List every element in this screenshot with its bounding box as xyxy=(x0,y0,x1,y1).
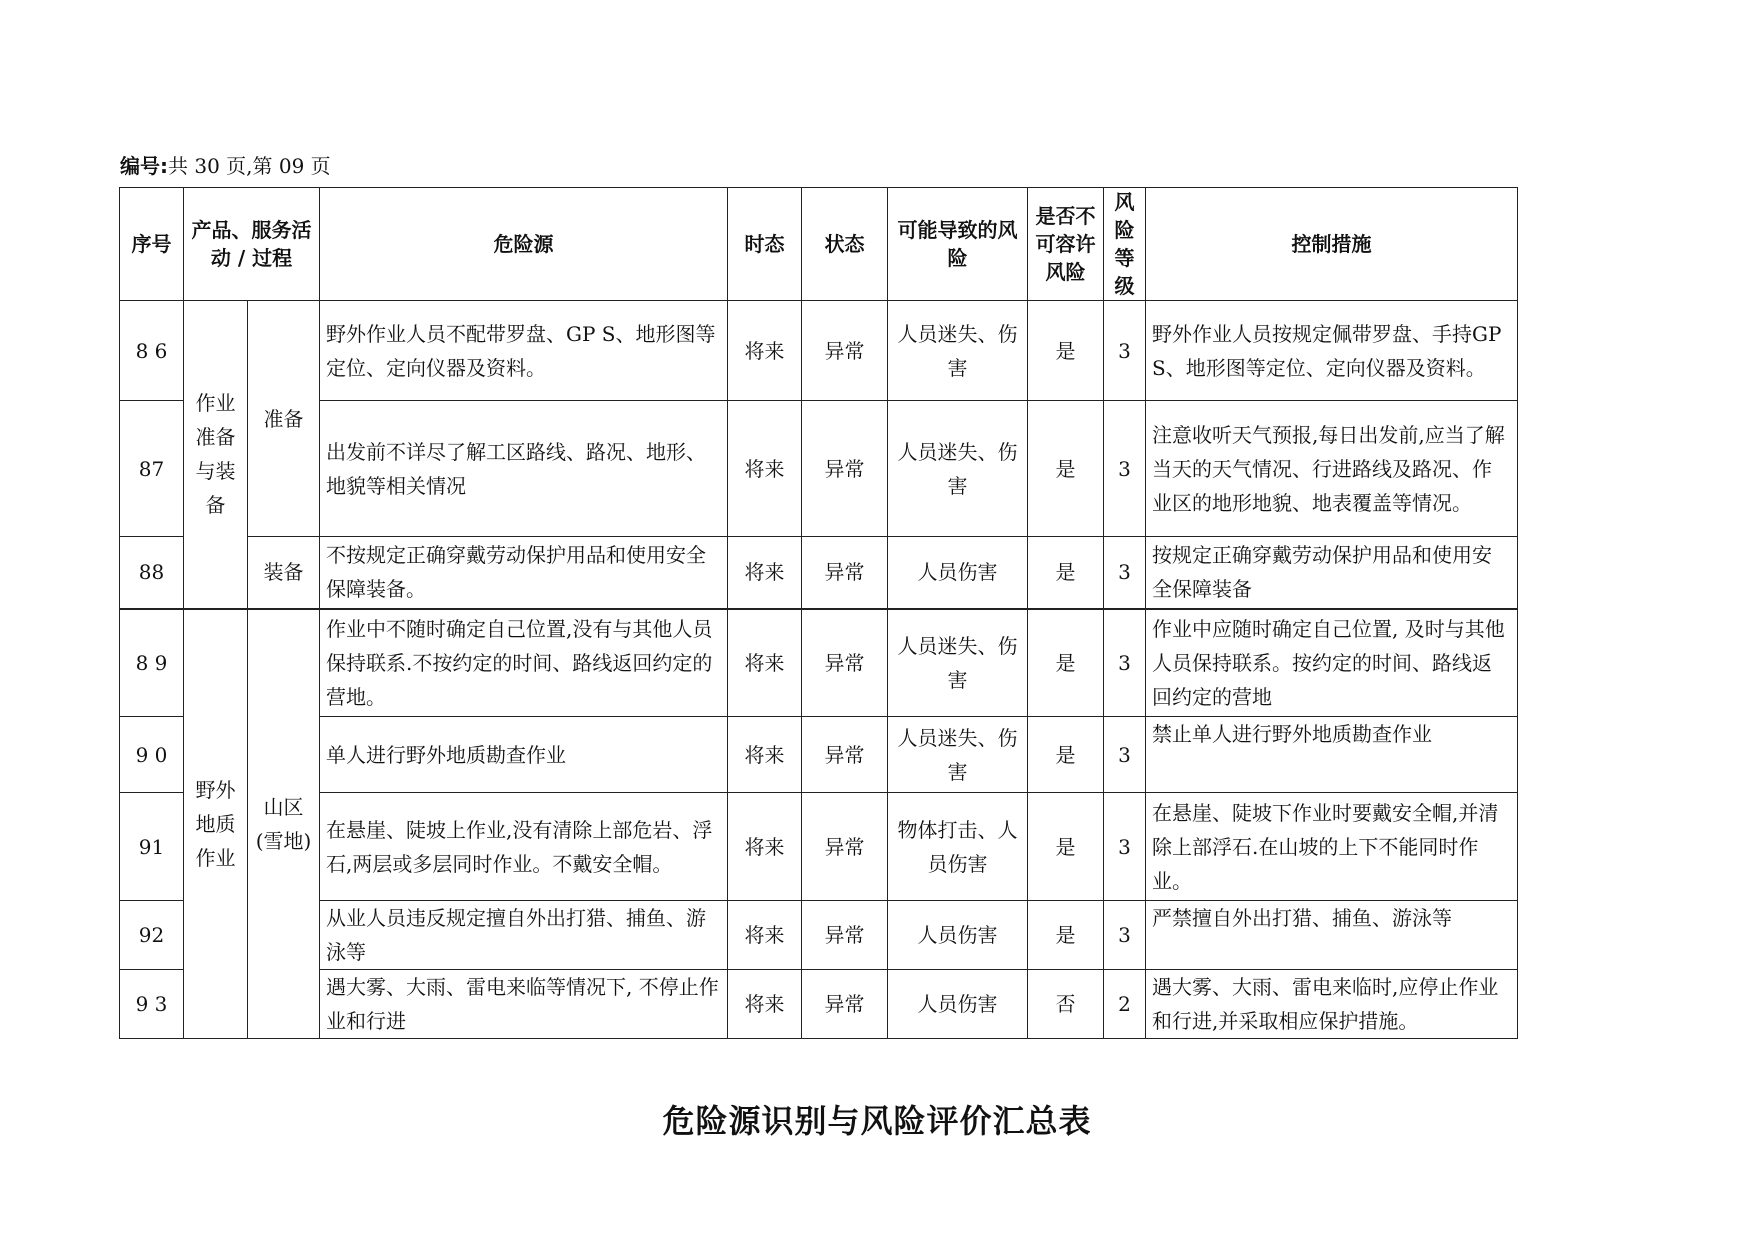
row-intolerable: 是 xyxy=(1028,401,1104,537)
header-state: 状态 xyxy=(802,188,888,301)
row-hazard: 从业人员违反规定擅自外出打猎、捕鱼、游泳等 xyxy=(320,901,728,970)
row-control: 遇大雾、大雨、雷电来临时,应停止作业和行进,并采取相应保护措施。 xyxy=(1146,970,1518,1039)
row-state: 异常 xyxy=(802,970,888,1039)
table-row xyxy=(120,901,1518,970)
row-hazard: 单人进行野外地质勘查作业 xyxy=(320,717,728,793)
row-risk: 人员伤害 xyxy=(888,901,1028,970)
document-title: 危险源识别与风险评价汇总表 xyxy=(662,1102,1092,1140)
header-level: 风险等级 xyxy=(1104,188,1146,301)
row-seq: 9 0 xyxy=(120,717,184,793)
header-seq: 序号 xyxy=(120,188,184,301)
row-state: 异常 xyxy=(802,793,888,901)
row-seq: 92 xyxy=(120,901,184,970)
row-seq: 8 6 xyxy=(120,301,184,401)
row-risk: 人员迷失、伤害 xyxy=(888,717,1028,793)
row-state: 异常 xyxy=(802,401,888,537)
row-level: 3 xyxy=(1104,793,1146,901)
row-state: 异常 xyxy=(802,901,888,970)
row-hazard: 作业中不随时确定自己位置,没有与其他人员保持联系.不按约定的时间、路线返回约定的营地。 xyxy=(320,609,728,717)
row-time: 将来 xyxy=(728,301,802,401)
row-intolerable: 是 xyxy=(1028,717,1104,793)
row-time: 将来 xyxy=(728,793,802,901)
row-time: 将来 xyxy=(728,537,802,609)
table-row xyxy=(120,301,1518,401)
row-intolerable: 是 xyxy=(1028,537,1104,609)
table-row xyxy=(120,970,1518,1039)
row-control: 作业中应随时确定自己位置, 及时与其他人员保持联系。按约定的时间、路线返回约定的营地 xyxy=(1146,609,1518,717)
row-control: 注意收听天气预报,每日出发前,应当了解当天的天气情况、行进路线及路况、作业区的地形地貌、地表覆盖等情况。 xyxy=(1146,401,1518,537)
row-intolerable: 否 xyxy=(1028,970,1104,1039)
row-intolerable: 是 xyxy=(1028,901,1104,970)
row-hazard: 出发前不详尽了解工区路线、路况、地形、地貌等相关情况 xyxy=(320,401,728,537)
row-risk: 物体打击、人员伤害 xyxy=(888,793,1028,901)
row-seq: 91 xyxy=(120,793,184,901)
row-level: 3 xyxy=(1104,301,1146,401)
page-info: 共 30 页,第 09 页 xyxy=(168,154,331,178)
row-control: 野外作业人员按规定佩带罗盘、手持GP S、地形图等定位、定向仪器及资料。 xyxy=(1146,301,1518,401)
row-intolerable: 是 xyxy=(1028,609,1104,717)
row-level: 3 xyxy=(1104,401,1146,537)
row-level: 3 xyxy=(1104,537,1146,609)
row-hazard: 不按规定正确穿戴劳动保护用品和使用安全保障装备。 xyxy=(320,537,728,609)
row-control: 按规定正确穿戴劳动保护用品和使用安全保障装备 xyxy=(1146,537,1518,609)
row-seq: 88 xyxy=(120,537,184,609)
subgroup-equipment: 装备 xyxy=(248,537,320,609)
risk-table xyxy=(119,187,1518,1039)
row-time: 将来 xyxy=(728,609,802,717)
header-activity: 产品、服务活动 / 过程 xyxy=(184,188,320,301)
table-row xyxy=(120,793,1518,901)
row-time: 将来 xyxy=(728,401,802,537)
row-hazard: 遇大雾、大雨、雷电来临等情况下, 不停止作业和行进 xyxy=(320,970,728,1039)
row-level: 3 xyxy=(1104,901,1146,970)
row-time: 将来 xyxy=(728,901,802,970)
header-control: 控制措施 xyxy=(1146,188,1518,301)
group-activity-prep: 作业准备与装备 xyxy=(184,301,248,609)
table-row xyxy=(120,537,1518,609)
row-hazard: 野外作业人员不配带罗盘、GP S、地形图等定位、定向仪器及资料。 xyxy=(320,301,728,401)
row-risk: 人员迷失、伤害 xyxy=(888,609,1028,717)
page-header xyxy=(120,152,331,180)
header-intolerable: 是否不可容许风险 xyxy=(1028,188,1104,301)
row-state: 异常 xyxy=(802,537,888,609)
row-intolerable: 是 xyxy=(1028,793,1104,901)
row-risk: 人员迷失、伤害 xyxy=(888,401,1028,537)
row-seq: 9 3 xyxy=(120,970,184,1039)
row-risk: 人员迷失、伤害 xyxy=(888,301,1028,401)
row-control: 严禁擅自外出打猎、捕鱼、游泳等 xyxy=(1146,901,1518,970)
row-time: 将来 xyxy=(728,717,802,793)
row-level: 3 xyxy=(1104,609,1146,717)
header-row xyxy=(120,188,1518,301)
row-risk: 人员伤害 xyxy=(888,537,1028,609)
subgroup-prep: 准备 xyxy=(248,301,320,537)
row-level: 3 xyxy=(1104,717,1146,793)
table-row xyxy=(120,717,1518,793)
row-seq: 8 9 xyxy=(120,609,184,717)
row-intolerable: 是 xyxy=(1028,301,1104,401)
header-time: 时态 xyxy=(728,188,802,301)
table-row xyxy=(120,401,1518,537)
row-level: 2 xyxy=(1104,970,1146,1039)
subgroup-mountain: 山区(雪地) xyxy=(248,609,320,1039)
row-state: 异常 xyxy=(802,717,888,793)
row-risk: 人员伤害 xyxy=(888,970,1028,1039)
row-seq: 87 xyxy=(120,401,184,537)
row-hazard: 在悬崖、陡坡上作业,没有清除上部危岩、浮石,两层或多层同时作业。不戴安全帽。 xyxy=(320,793,728,901)
row-state: 异常 xyxy=(802,301,888,401)
header-hazard: 危险源 xyxy=(320,188,728,301)
row-state: 异常 xyxy=(802,609,888,717)
row-control: 在悬崖、陡坡下作业时要戴安全帽,并清除上部浮石.在山坡的上下不能同时作业。 xyxy=(1146,793,1518,901)
doc-number-label: 编号: xyxy=(120,154,168,178)
row-control: 禁止单人进行野外地质勘查作业 xyxy=(1146,717,1518,793)
row-time: 将来 xyxy=(728,970,802,1039)
header-risk: 可能导致的风险 xyxy=(888,188,1028,301)
group-field-geology: 野外地质作业 xyxy=(184,609,248,1039)
table-row xyxy=(120,609,1518,717)
